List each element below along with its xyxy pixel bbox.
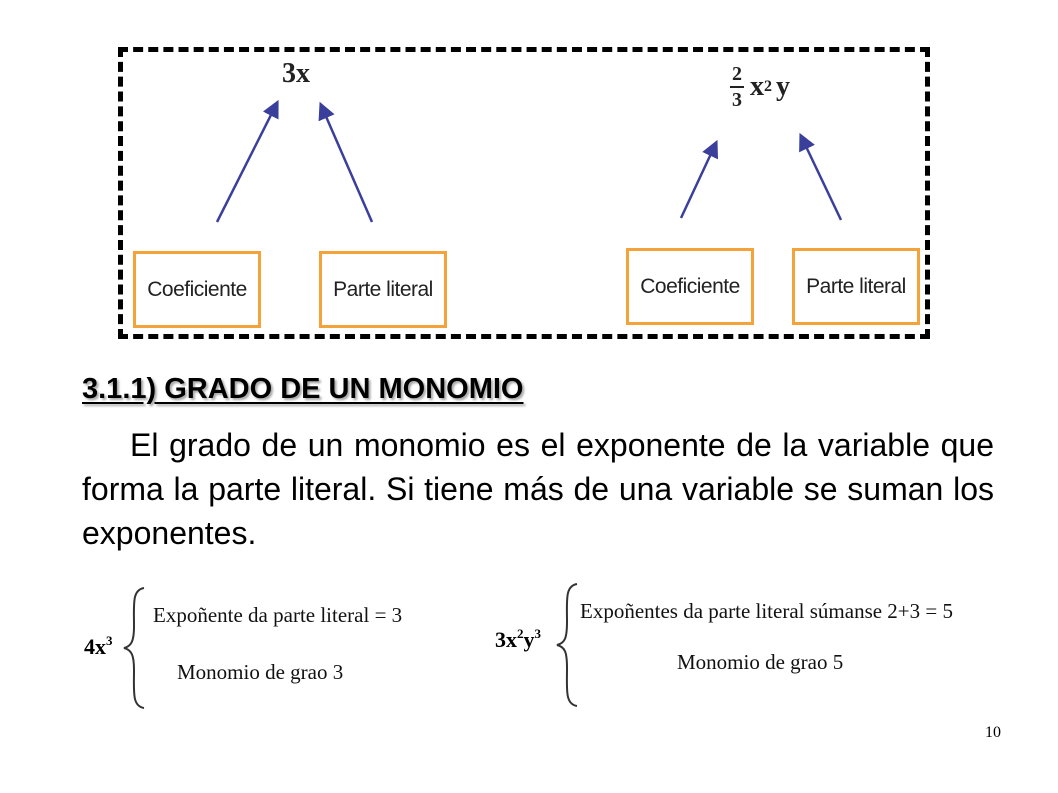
example-1-expression (84, 633, 113, 660)
fraction (730, 64, 744, 110)
example-2-exponent-y: 3 (534, 626, 541, 641)
section-title: 3.1.1) GRADO DE UN MONOMIO (82, 373, 524, 405)
example-2-expression (495, 626, 541, 653)
exponent-x: 2 (764, 78, 772, 95)
expression-two-thirds-x2y (730, 64, 790, 110)
example-1-base: 4x (84, 634, 106, 659)
variable-x: x (750, 71, 764, 102)
example-1-brace-icon (120, 586, 148, 710)
body-paragraph: El grado de un monomio es el exponente de la variable que forma la parte literal. Si tiene más de una variable se suman los exponentes. (82, 427, 994, 551)
example-2-line-1: Expoñentes da parte literal súmanse 2+3 = 5 (580, 599, 953, 623)
example-1-line-2: Monomio de grao 3 (177, 660, 344, 684)
example-2-exponent-x: 2 (517, 626, 524, 641)
box-parte-literal-right: Parte literal (792, 248, 920, 325)
example-2-base-y: y (523, 627, 535, 652)
box-parte-literal-left: Parte literal (319, 251, 447, 328)
box-coeficiente-left: Coeficiente (133, 251, 261, 328)
expression-3x: 3x (282, 58, 310, 89)
example-1-line-1: Expoñente da parte literal = 3 (153, 603, 403, 627)
example-2-line-2: Monomio de grao 5 (677, 650, 844, 674)
example-2-base-x: 3x (495, 627, 517, 652)
fraction-denominator: 3 (732, 89, 742, 111)
fraction-numerator: 2 (730, 64, 744, 88)
variable-y: y (776, 71, 790, 102)
example-1-exponent: 3 (106, 633, 113, 648)
page-number: 10 (985, 724, 1001, 741)
example-2-brace-icon (553, 582, 581, 708)
box-coeficiente-right: Coeficiente (626, 248, 754, 325)
